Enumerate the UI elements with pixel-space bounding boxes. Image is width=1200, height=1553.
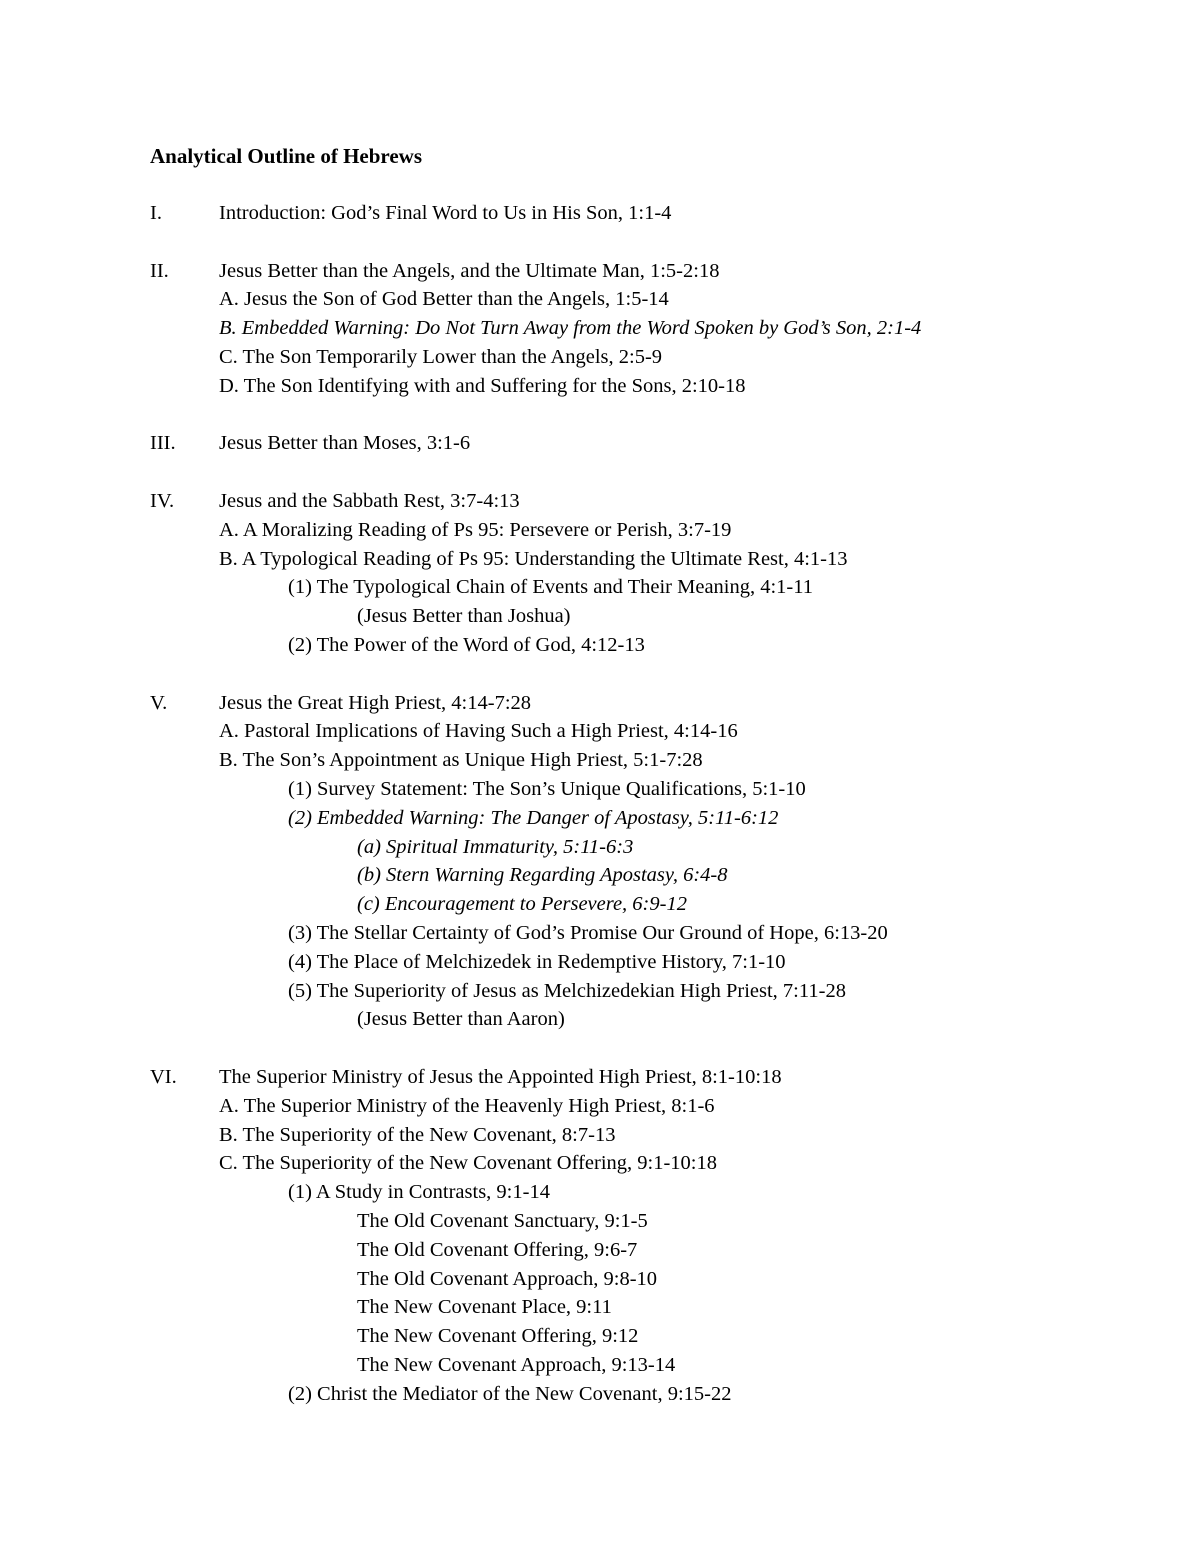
outline-text: (1) The Typological Chain of Events and Their Meaning, 4:1-11 [288,576,814,599]
outline-text: (2) Embedded Warning: The Danger of Apostasy, 5:11-6:12 [288,806,779,829]
outline-text: B. The Son’s Appointment as Unique High Priest, 5:1-7:28 [219,749,703,772]
section-numeral: VI. [150,1066,177,1088]
outline-text: A. Pastoral Implications of Having Such a High Priest, 4:14-16 [219,720,738,743]
outline-text: B. Embedded Warning: Do Not Turn Away from the Word Spoken by God’s Son, 2:1-4 [219,317,922,340]
document-title: Analytical Outline of Hebrews [150,144,423,168]
outline-text: The Superior Ministry of Jesus the Appointed High Priest, 8:1-10:18 [219,1066,782,1088]
outline-text: (Jesus Better than Joshua) [357,605,571,628]
outline-text: (2) The Power of the Word of God, 4:12-13 [288,634,645,656]
section-numeral: IV. [150,490,175,512]
outline-text: (a) Spiritual Immaturity, 5:11-6:3 [357,835,634,858]
outline-text: (1) Survey Statement: The Son’s Unique Qualifications, 5:1-10 [288,778,806,800]
outline-text: (c) Encouragement to Persevere, 6:9-12 [357,893,687,916]
outline-text: (Jesus Better than Aaron) [357,1008,565,1031]
outline-text: Jesus Better than the Angels, and the Ultimate Man, 1:5-2:18 [219,259,720,282]
outline-text: A. A Moralizing Reading of Ps 95: Persevere or Perish, 3:7-19 [219,518,732,541]
outline-text: The Old Covenant Approach, 9:8-10 [357,1267,658,1290]
section-numeral: III. [150,432,176,455]
outline-text: Introduction: God’s Final Word to Us in His Son, 1:1-4 [219,202,672,224]
outline-text: (1) A Study in Contrasts, 9:1-14 [288,1181,550,1204]
outline-text: C. The Superiority of the New Covenant Offering, 9:1-10:18 [219,1152,717,1175]
outline-text: A. Jesus the Son of God Better than the Angels, 1:5-14 [219,288,669,311]
outline-text: The New Covenant Place, 9:11 [357,1296,612,1319]
outline-text: The Old Covenant Sanctuary, 9:1-5 [357,1210,648,1232]
outline-text: B. The Superiority of the New Covenant, 8:7-13 [219,1123,616,1146]
outline-text: B. A Typological Reading of Ps 95: Understanding the Ultimate Rest, 4:1-13 [219,547,848,570]
outline-text: (5) The Superiority of Jesus as Melchizedekian High Priest, 7:11-28 [288,979,846,1002]
outline-text: (3) The Stellar Certainty of God’s Promise Our Ground of Hope, 6:13-20 [288,922,888,944]
outline-text: (b) Stern Warning Regarding Apostasy, 6:4-8 [357,864,728,887]
section-numeral: II. [150,259,169,282]
section-numeral: I. [150,202,162,224]
outline-text: D. The Son Identifying with and Suffering for the Sons, 2:10-18 [219,374,746,397]
section-numeral: V. [150,691,168,714]
outline-text: C. The Son Temporarily Lower than the Angels, 2:5-9 [219,346,663,368]
outline-text: Jesus Better than Moses, 3:1-6 [219,432,471,455]
outline-text: (4) The Place of Melchizedek in Redemptive History, 7:1-10 [288,950,786,973]
outline-text: Jesus and the Sabbath Rest, 3:7-4:13 [219,490,520,512]
outline-text: The New Covenant Offering, 9:12 [357,1325,639,1348]
outline-text: A. The Superior Ministry of the Heavenly High Priest, 8:1-6 [219,1094,715,1117]
outline-text: (2) Christ the Mediator of the New Covenant, 9:15-22 [288,1382,732,1405]
outline-text: The New Covenant Approach, 9:13-14 [357,1354,676,1376]
outline-text: Jesus the Great High Priest, 4:14-7:28 [219,691,532,714]
outline-text: The Old Covenant Offering, 9:6-7 [357,1238,638,1261]
